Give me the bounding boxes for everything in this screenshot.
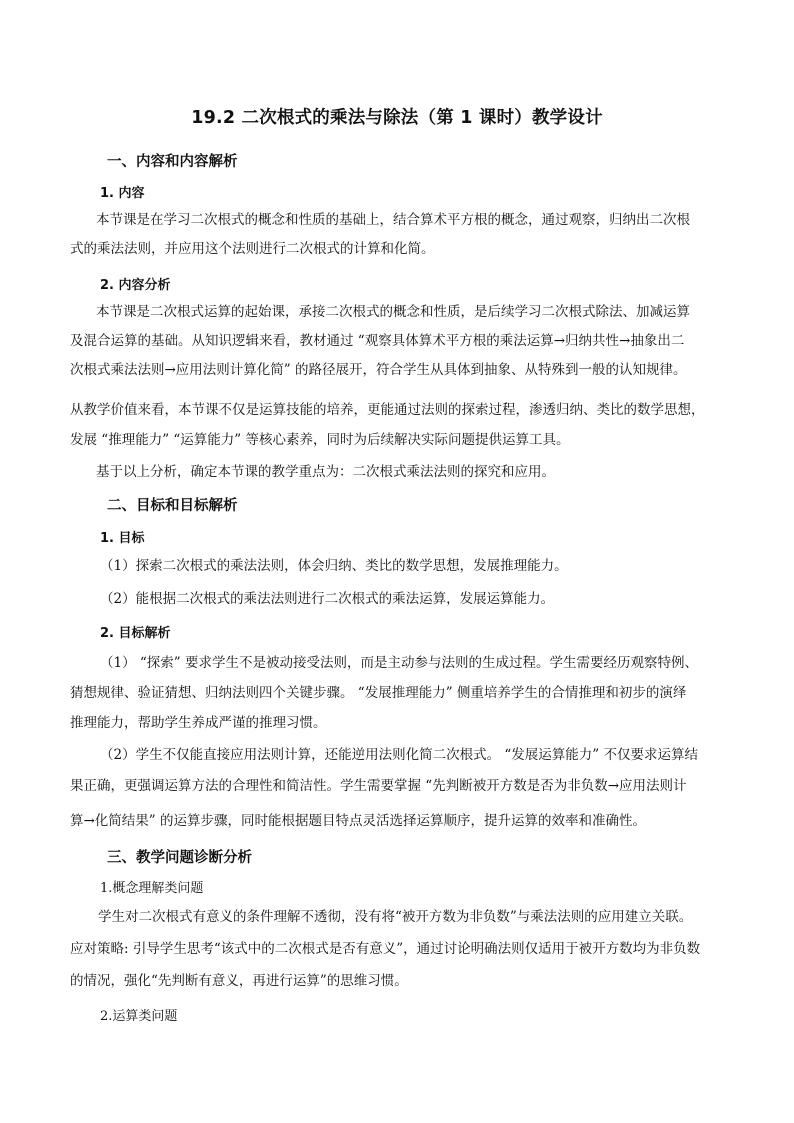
paragraph-line: 次根式乘法法则→应用法则计算化简” 的路径展开，符合学生从具体到抽象、从特殊到一般的认知规律。	[70, 362, 687, 378]
section-heading-content: 一、内容和内容解析	[107, 154, 238, 170]
paragraph-line: 的情况，强化“先判断有意义，再进行运算”的思维习惯。	[70, 973, 408, 989]
subheading-goals: 1. 目标	[100, 531, 145, 546]
paragraph-line: 基于以上分析，确定本节课的教学重点为：二次根式乘法法则的探究和应用。	[96, 464, 555, 480]
section-heading-diagnosis: 三、教学问题诊断分析	[107, 850, 252, 866]
paragraph-line: 及混合运算的基础。从知识逻辑来看，教材通过 “观察具体算术平方根的乘法运算→归纳共性→抽象出二	[70, 333, 685, 349]
paragraph-line: 推理能力，帮助学生养成严谨的推理习惯。	[70, 715, 327, 731]
paragraph-line: 猜想规律、验证猜想、归纳法则四个关键步骤。 “发展推理能力” 侧重培养学生的合情推理和初步的演绎	[70, 685, 687, 701]
paragraph-line: 算→化简结果” 的运算步骤，同时能根据题目特点灵活选择运算顺序，提升运算的效率和准确性。	[70, 813, 647, 829]
paragraph-line: （1） “探索” 要求学生不是被动接受法则，而是主动参与法则的生成过程。学生需要经历观察特例、	[100, 655, 698, 671]
subheading-content-analysis: 2. 内容分析	[100, 278, 171, 293]
paragraph-line: 从教学价值来看，本节课不仅是运算技能的培养，更能通过法则的探索过程，渗透归纳、类比的数学思想，	[70, 402, 705, 418]
document-title: 19.2 二次根式的乘法与除法（第 1 课时）教学设计	[191, 108, 603, 128]
paragraph-line: 发展 “推理能力” “运算能力” 等核心素养，同时为后续解决实际问题提供运算工具。	[70, 432, 570, 448]
subheading-content: 1. 内容	[100, 186, 145, 201]
paragraph-line: 本节课是在学习二次根式的概念和性质的基础上，结合算术平方根的概念，通过观察，归纳出二次根	[96, 212, 690, 228]
goal-item: （1）探索二次根式的乘法法则，体会归纳、类比的数学思想，发展推理能力。	[100, 558, 568, 574]
paragraph-line: 果正确，更强调运算方法的合理性和简洁性。学生需要掌握 “先判断被开方数是否为非负数→应用法则计	[70, 778, 687, 794]
goal-item: （2）能根据二次根式的乘法法则进行二次根式的乘法运算，发展运算能力。	[100, 591, 555, 607]
section-heading-goals: 二、目标和目标解析	[107, 498, 238, 514]
paragraph-line: 式的乘法法则，并应用这个法则进行二次根式的计算和化简。	[70, 241, 435, 257]
paragraph-line: 应对策略: 引导学生思考“该式中的二次根式是否有意义”，通过讨论明确法则仅适用于被开方数均为非负数	[70, 941, 701, 957]
paragraph-line: 本节课是二次根式运算的起始课，承接二次根式的概念和性质，是后续学习二次根式除法、加减运算	[96, 304, 690, 320]
subheading-concept-problems: 1.概念理解类问题	[100, 881, 204, 896]
subheading-goal-analysis: 2. 目标解析	[100, 626, 171, 641]
subheading-operation-problems: 2.运算类问题	[100, 1009, 178, 1024]
paragraph-line: （2）学生不仅能直接应用法则计算，还能逆用法则化简二次根式。 “发展运算能力” 不仅要求运算结	[100, 747, 698, 763]
paragraph-line: 学生对二次根式有意义的条件理解不透彻，没有将“被开方数为非负数”与乘法法则的应用建立关联。	[98, 909, 693, 925]
